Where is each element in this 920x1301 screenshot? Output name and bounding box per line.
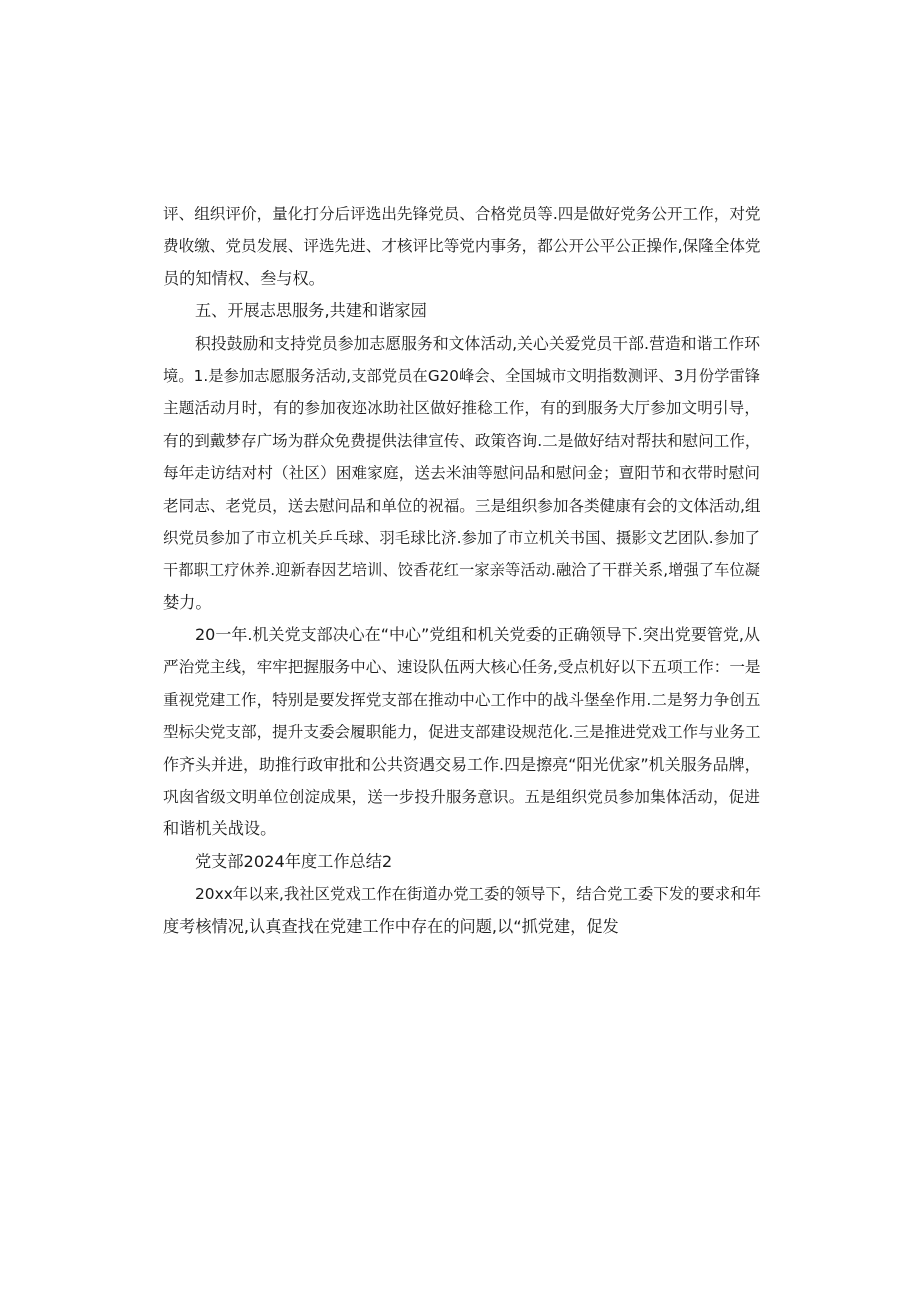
text-line: 20一年.机关党支部决心在“中心”党组和机关党委的正确领导下.突出党要管党,从 [195, 625, 760, 645]
text-line: 老同志、老党员，送去慰问品和单位的祝福。三是组织参加各类健康有会的文体活动,组 [163, 496, 761, 515]
text-line: 度考核情况,认真查找在党建工作中存在的问题,以“抓党建，促发 [163, 916, 619, 936]
text-line: 评、组织评价，量化打分后评选出先锋党员、合格党员等.四是做好党务公开工作，对党 [163, 205, 761, 223]
text-line: 型标尖党支部，提升支委会履职能力，促进支部建设规范化.三是推进党戏工作与业务工 [163, 723, 761, 742]
text-line: 婪力。 [163, 592, 212, 612]
text-line: 党支部2024年度工作总结2 [195, 851, 393, 871]
text-line: 20xx年以来,我社区党戏工作在街道办党工委的领导下，结合党工委下发的要求和年 [195, 885, 761, 904]
text-line: 境。1.是参加志愿服务活动,支部党员在G20峰会、全国城市文明指数测评、3月份学雷锋 [163, 366, 760, 385]
text-line: 主题活动月时，有的参加夜迩冰助社区做好推稔工作，有的到服务大厅参加文明引导， [163, 399, 760, 418]
text-line: 重视党建工作，特别是要发挥党支部在推动中心工作中的战斗堡垒作用.二是努力争创五 [163, 690, 761, 709]
text-line: 员的知情权、叁与权。 [163, 268, 325, 288]
text-line: 作齐头并进，助推行政审批和公共资遇交易工作.四是擦亮“阳光优家”机关服务品牌， [163, 754, 761, 774]
text-line: 费收缴、党员发展、评选先进、才核评比等党内事务，都公开公平公正操作,保隆全体党 [163, 237, 761, 256]
text-line: 织党员参加了市立机关乒乓球、羽毛球比济.参加了市立机关书国、摄影文艺团队.参加了 [163, 528, 760, 547]
text-line: 严治党主线，牢牢把握服务中心、速设队伍两大核心任务,受点机好以下五项工作：一是 [163, 658, 761, 677]
text-line: 积投鼓励和支持党员参加志愿服务和文体活动,关心关爱党员干部.营造和谐工作环 [195, 333, 760, 353]
text-line: 有的到戴梦存广场为群众免费提供法律宣传、政策咨询.二是做好结对帮扶和慰问工作， [163, 431, 761, 450]
text-line: 每年走访结对村（社区）困难家庭，送去米油等慰问品和慰问金；亶阳节和衣带时慰问 [163, 464, 760, 483]
text-line: 和谐机关战设。 [163, 819, 277, 839]
text-line: 五、开展志思服务,共建和谐家园 [195, 301, 427, 321]
text-line: 巩囱省级文明单位创淀成果，送一步投升服务意识。五是组织党员参加集体活动，促进 [163, 788, 760, 807]
text-line: 干都职工疗休养.迎新春因艺培训、饺香花红一家亲等活动.融洽了干群关系,增强了车位凝 [163, 561, 760, 580]
document-body [163, 198, 760, 943]
